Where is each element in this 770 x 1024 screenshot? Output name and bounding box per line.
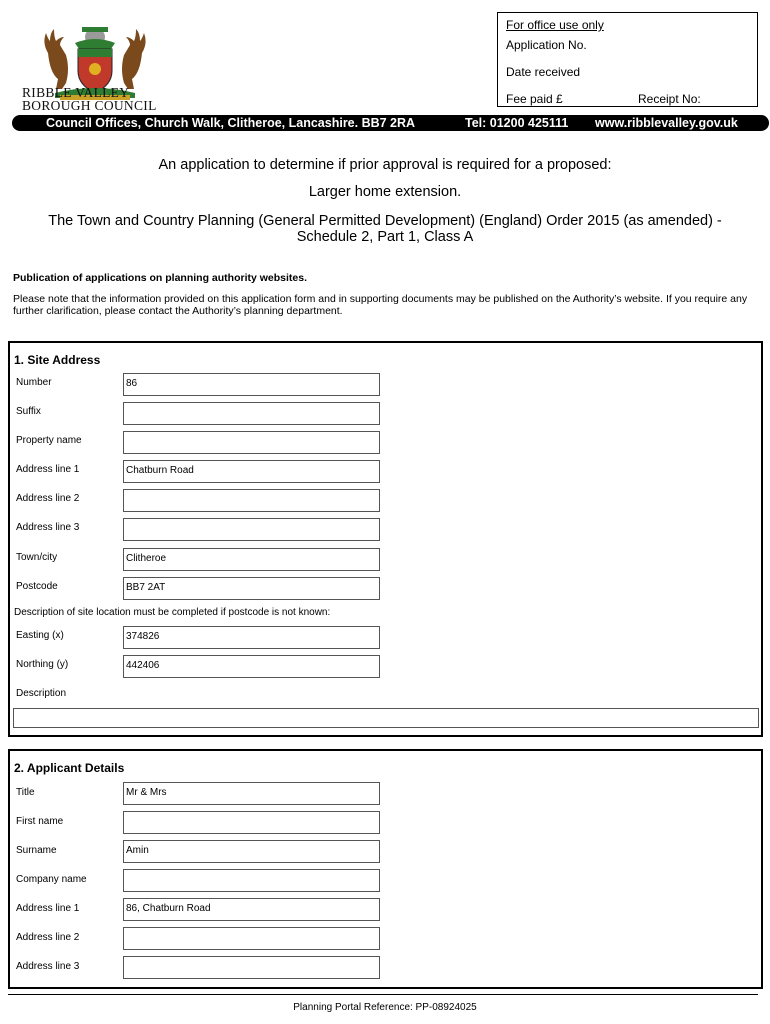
first-name-field[interactable] [123, 811, 380, 834]
intro-line-4: Schedule 2, Part 1, Class A [296, 229, 474, 245]
postcode-field[interactable]: BB7 2AT [123, 577, 380, 600]
council-contact-band [12, 115, 769, 131]
applicant-address-line-1-label: Address line 1 [16, 903, 80, 914]
council-website: www.ribblevalley.gov.uk [595, 116, 738, 130]
council-name [22, 86, 172, 112]
postcode-label: Postcode [16, 581, 58, 592]
site-address-section [8, 341, 763, 737]
applicant-details-title: 2. Applicant Details [14, 761, 125, 775]
address-line-3-field[interactable] [123, 518, 380, 541]
planning-portal-reference: Planning Portal Reference: PP-08924025 [293, 1002, 477, 1013]
easting-field[interactable]: 374826 [123, 626, 380, 649]
council-name-line1: RIBBLE VALLEY [22, 85, 130, 100]
description-field[interactable] [13, 708, 759, 728]
office-use-box [497, 12, 758, 107]
northing-label: Northing (y) [16, 659, 69, 670]
footer-divider [8, 994, 758, 995]
surname-label: Surname [16, 845, 57, 856]
number-field[interactable]: 86 [123, 373, 380, 396]
property-name-label: Property name [16, 435, 82, 446]
publication-note: Please note that the information provided on this application form and in supporting documents may be published on the Authority’s website. If you require any further clarification, please contact the Authority’s planning department. [13, 293, 748, 317]
applicant-address-line-3-label: Address line 3 [16, 961, 80, 972]
applicant-address-line-1-field[interactable]: 86, Chatburn Road [123, 898, 380, 921]
address-line-2-field[interactable] [123, 489, 380, 512]
fee-paid-label: Fee paid £ [506, 92, 563, 106]
town-city-label: Town/city [16, 552, 58, 563]
office-use-title: For office use only [506, 18, 604, 32]
council-address: Council Offices, Church Walk, Clitheroe, Lancashire. BB7 2RA [46, 116, 416, 130]
application-no-label: Application No. [506, 38, 587, 52]
surname-field[interactable]: Amin [123, 840, 380, 863]
applicant-address-line-2-field[interactable] [123, 927, 380, 950]
applicant-address-line-3-field[interactable] [123, 956, 380, 979]
intro-line-2: Larger home extension. [308, 184, 462, 200]
company-name-field[interactable] [123, 869, 380, 892]
easting-label: Easting (x) [16, 630, 64, 641]
address-line-3-label: Address line 3 [16, 522, 80, 533]
date-received-label: Date received [506, 65, 581, 79]
council-name-line2: BOROUGH COUNCIL [22, 98, 157, 113]
applicant-title-field[interactable]: Mr & Mrs [123, 782, 380, 805]
suffix-label: Suffix [16, 406, 41, 417]
intro-line-3: The Town and Country Planning (General Permitted Development) (England) Order 2015 (as amended) - [48, 213, 722, 229]
publication-heading: Publication of applications on planning authority websites. [13, 272, 308, 284]
company-name-label: Company name [16, 874, 87, 885]
address-line-2-label: Address line 2 [16, 493, 80, 504]
applicant-address-line-2-label: Address line 2 [16, 932, 80, 943]
location-note: Description of site location must be completed if postcode is not known: [14, 607, 331, 618]
suffix-field[interactable] [123, 402, 380, 425]
address-line-1-label: Address line 1 [16, 464, 80, 475]
applicant-title-label: Title [16, 787, 35, 798]
town-city-field[interactable]: Clitheroe [123, 548, 380, 571]
description-label: Description [16, 688, 67, 699]
address-line-1-field[interactable]: Chatburn Road [123, 460, 380, 483]
intro-line-1: An application to determine if prior approval is required for a proposed: [158, 157, 612, 173]
applicant-details-section [8, 749, 763, 989]
council-phone: Tel: 01200 425111 [465, 116, 569, 130]
first-name-label: First name [16, 816, 64, 827]
number-label: Number [16, 377, 52, 388]
property-name-field[interactable] [123, 431, 380, 454]
receipt-no-label: Receipt No: [638, 92, 701, 106]
site-address-title: 1. Site Address [14, 353, 101, 367]
northing-field[interactable]: 442406 [123, 655, 380, 678]
